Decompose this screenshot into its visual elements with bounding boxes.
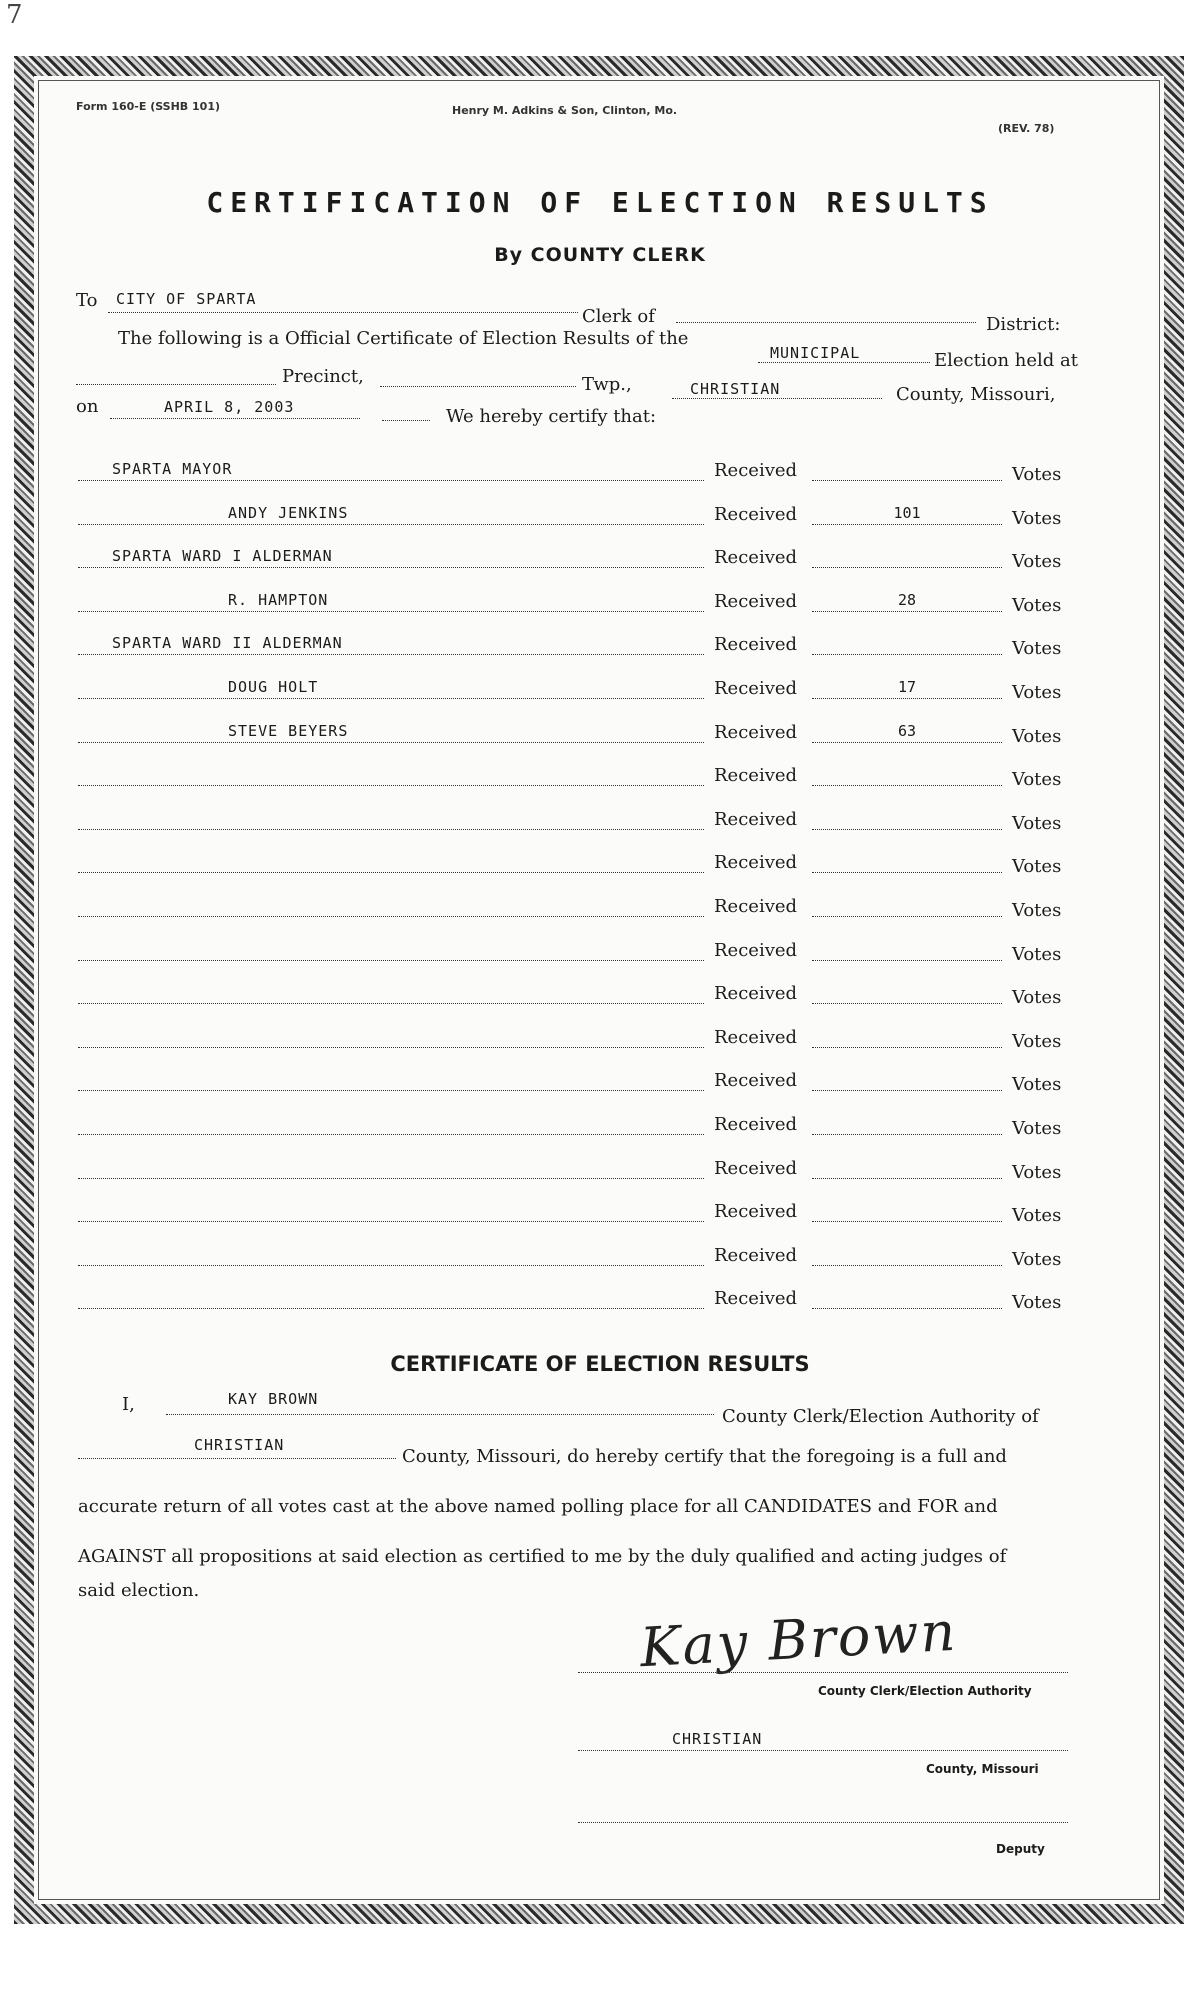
certificate-line5: said election.: [78, 1580, 200, 1601]
signature-county-caption: County, Missouri: [926, 1762, 1039, 1776]
vote-count-line: [812, 1090, 1002, 1091]
result-label-line: [78, 1308, 704, 1309]
certificate-line4: AGAINST all propositions at said election as certified to me by the duly qualified and acting judges of: [78, 1546, 1007, 1567]
county-value: CHRISTIAN: [690, 380, 781, 398]
clerk-of-label: Clerk of: [582, 306, 655, 327]
received-label: Received: [714, 503, 798, 525]
result-label: DOUG HOLT: [228, 678, 319, 696]
result-row: [0, 1284, 1200, 1314]
vote-count-line: [812, 742, 1002, 743]
vote-count-line: [812, 916, 1002, 917]
votes-label: Votes: [1012, 1030, 1062, 1052]
on-label: on: [76, 396, 99, 417]
votes-label: Votes: [1012, 1205, 1062, 1227]
result-row: [0, 543, 1200, 573]
votes-label: Votes: [1012, 987, 1062, 1009]
result-row: [0, 630, 1200, 660]
deputy-line: [578, 1822, 1068, 1823]
result-label: ANDY JENKINS: [228, 503, 349, 522]
county-label: County, Missouri,: [896, 384, 1056, 405]
votes-label: Votes: [1012, 856, 1062, 878]
vote-count-line: [812, 829, 1002, 830]
vote-count-line: [812, 960, 1002, 961]
vote-count-line: [812, 872, 1002, 873]
certify-text: We hereby certify that:: [446, 406, 657, 427]
received-label: Received: [714, 765, 798, 787]
vote-count-line: [812, 567, 1002, 568]
deputy-caption: Deputy: [996, 1842, 1045, 1856]
vote-count-line: [812, 698, 1002, 699]
certificate-i-label: I,: [122, 1394, 135, 1415]
received-label: Received: [714, 1157, 798, 1179]
received-label: Received: [714, 896, 798, 917]
received-label: Received: [714, 721, 798, 743]
certificate-line2-tail: County, Missouri, do hereby certify that the foregoing is a full and: [402, 1446, 1007, 1467]
document-subtitle: By COUNTY CLERK: [494, 244, 706, 266]
clerk-signature: Kay Brown: [638, 1599, 959, 1680]
signature-county-line: [578, 1750, 1068, 1751]
received-label: Received: [714, 852, 798, 874]
result-label-line: [78, 1047, 704, 1048]
document-title: CERTIFICATION OF ELECTION RESULTS: [206, 186, 994, 219]
votes-label: Votes: [1012, 1161, 1062, 1183]
certificate-line3: accurate return of all votes cast at the above named polling place for all CANDIDATES and FOR and: [78, 1496, 998, 1517]
vote-count-line: [812, 1134, 1002, 1135]
result-row: [0, 1023, 1200, 1053]
election-type-value: MUNICIPAL: [770, 344, 861, 362]
votes-label: Votes: [1012, 1118, 1062, 1139]
votes-label: Votes: [1012, 725, 1062, 747]
result-label: SPARTA MAYOR: [112, 460, 233, 478]
result-label-line: [78, 1265, 704, 1266]
vote-count-line: [812, 654, 1002, 655]
county-line: [672, 398, 882, 399]
votes-label: Votes: [1012, 594, 1062, 616]
votes-label: Votes: [1012, 1292, 1062, 1314]
vote-count: 17: [897, 678, 917, 696]
intro-text: The following is a Official Certificate of Election Results of the: [118, 328, 689, 349]
vote-count-line: [812, 1178, 1002, 1179]
result-label-line: [78, 829, 704, 830]
received-label: Received: [714, 808, 798, 830]
election-held-at-label: Election held at: [934, 350, 1078, 371]
vote-count-line: [812, 1308, 1002, 1309]
result-label-line: [78, 611, 704, 612]
result-row: [0, 761, 1200, 791]
result-row: [0, 979, 1200, 1009]
votes-label: Votes: [1012, 769, 1062, 791]
result-label-line: [78, 785, 704, 786]
result-row: [0, 674, 1200, 704]
result-row: [0, 1241, 1200, 1271]
received-label: Received: [714, 939, 798, 961]
result-label-line: [78, 1090, 704, 1091]
precinct-label: Precinct,: [282, 366, 364, 387]
twp-blank-line: [380, 386, 576, 387]
to-label: To: [76, 290, 98, 311]
result-label: SPARTA WARD II ALDERMAN: [112, 634, 343, 653]
result-row: [0, 456, 1200, 486]
result-label-line: [78, 916, 704, 917]
certificate-title: CERTIFICATE OF ELECTION RESULTS: [390, 1352, 810, 1376]
result-row: [0, 1110, 1200, 1140]
votes-label: Votes: [1012, 682, 1062, 703]
publisher-line: Henry M. Adkins & Son, Clinton, Mo.: [452, 104, 678, 117]
recipient-line: [108, 312, 578, 313]
result-row: [0, 805, 1200, 835]
vote-count: 28: [897, 590, 917, 609]
received-label: Received: [714, 1244, 798, 1266]
result-row: [0, 1197, 1200, 1227]
received-label: Received: [714, 634, 798, 656]
precinct-line: [76, 384, 276, 385]
date-extra-line: [382, 420, 430, 421]
result-label-line: [78, 960, 704, 961]
votes-label: Votes: [1012, 943, 1062, 965]
vote-count-line: [812, 1003, 1002, 1004]
clerk-name-line: [166, 1414, 714, 1415]
result-label-line: [78, 698, 704, 699]
result-row: [0, 718, 1200, 748]
result-label-line: [78, 524, 704, 525]
recipient-value: CITY OF SPARTA: [116, 290, 257, 308]
revision-label: (REV. 78): [998, 122, 1055, 135]
clerk-of-line: [676, 322, 976, 323]
result-row: [0, 1066, 1200, 1096]
signature-county-value: CHRISTIAN: [672, 1730, 763, 1748]
result-label-line: [78, 1178, 704, 1179]
result-label: R. HAMPTON: [228, 590, 329, 609]
votes-label: Votes: [1012, 812, 1062, 834]
votes-label: Votes: [1012, 464, 1062, 485]
received-label: Received: [714, 590, 798, 612]
result-label-line: [78, 1003, 704, 1004]
result-label-line: [78, 567, 704, 568]
vote-count-line: [812, 785, 1002, 786]
vote-count-line: [812, 1265, 1002, 1266]
form-number: Form 160-E (SSHB 101): [76, 100, 220, 113]
vote-count: 101: [893, 503, 921, 522]
received-label: Received: [714, 547, 798, 569]
certificate-line1-tail: County Clerk/Election Authority of: [722, 1406, 1039, 1427]
certificate-county-line: [78, 1458, 396, 1459]
corner-mark: 7: [6, 0, 23, 30]
signature-line: [578, 1672, 1068, 1673]
result-label-line: [78, 480, 704, 481]
vote-count: 63: [897, 721, 917, 740]
result-row: [0, 1154, 1200, 1184]
votes-label: Votes: [1012, 1248, 1062, 1270]
election-date-line: [110, 418, 360, 419]
votes-label: Votes: [1012, 900, 1062, 921]
result-row: [0, 500, 1200, 530]
result-label-line: [78, 742, 704, 743]
vote-count-line: [812, 1221, 1002, 1222]
twp-label: Twp.,: [582, 374, 632, 395]
result-row: [0, 848, 1200, 878]
vote-count-line: [812, 480, 1002, 481]
result-row: [0, 936, 1200, 966]
received-label: Received: [714, 1026, 798, 1048]
received-label: Received: [714, 1201, 798, 1223]
result-label: SPARTA WARD I ALDERMAN: [112, 547, 333, 566]
received-label: Received: [714, 1288, 798, 1310]
vote-count-line: [812, 1047, 1002, 1048]
votes-label: Votes: [1012, 1074, 1062, 1096]
result-label-line: [78, 872, 704, 873]
result-row: [0, 892, 1200, 922]
received-label: Received: [714, 460, 798, 481]
votes-label: Votes: [1012, 507, 1062, 529]
signature-caption: County Clerk/Election Authority: [818, 1684, 1032, 1698]
election-date-value: APRIL 8, 2003: [164, 398, 295, 416]
vote-count-line: [812, 524, 1002, 525]
votes-label: Votes: [1012, 638, 1062, 660]
result-label: STEVE BEYERS: [228, 721, 349, 740]
received-label: Received: [714, 983, 798, 1005]
result-label-line: [78, 1134, 704, 1135]
result-label-line: [78, 654, 704, 655]
result-row: [0, 587, 1200, 617]
received-label: Received: [714, 678, 798, 699]
district-label: District:: [986, 314, 1061, 335]
result-label-line: [78, 1221, 704, 1222]
received-label: Received: [714, 1114, 798, 1135]
clerk-name-value: KAY BROWN: [228, 1390, 319, 1408]
certificate-county-value: CHRISTIAN: [194, 1436, 285, 1454]
vote-count-line: [812, 611, 1002, 612]
election-type-line: [758, 362, 930, 363]
votes-label: Votes: [1012, 551, 1062, 573]
received-label: Received: [714, 1070, 798, 1092]
